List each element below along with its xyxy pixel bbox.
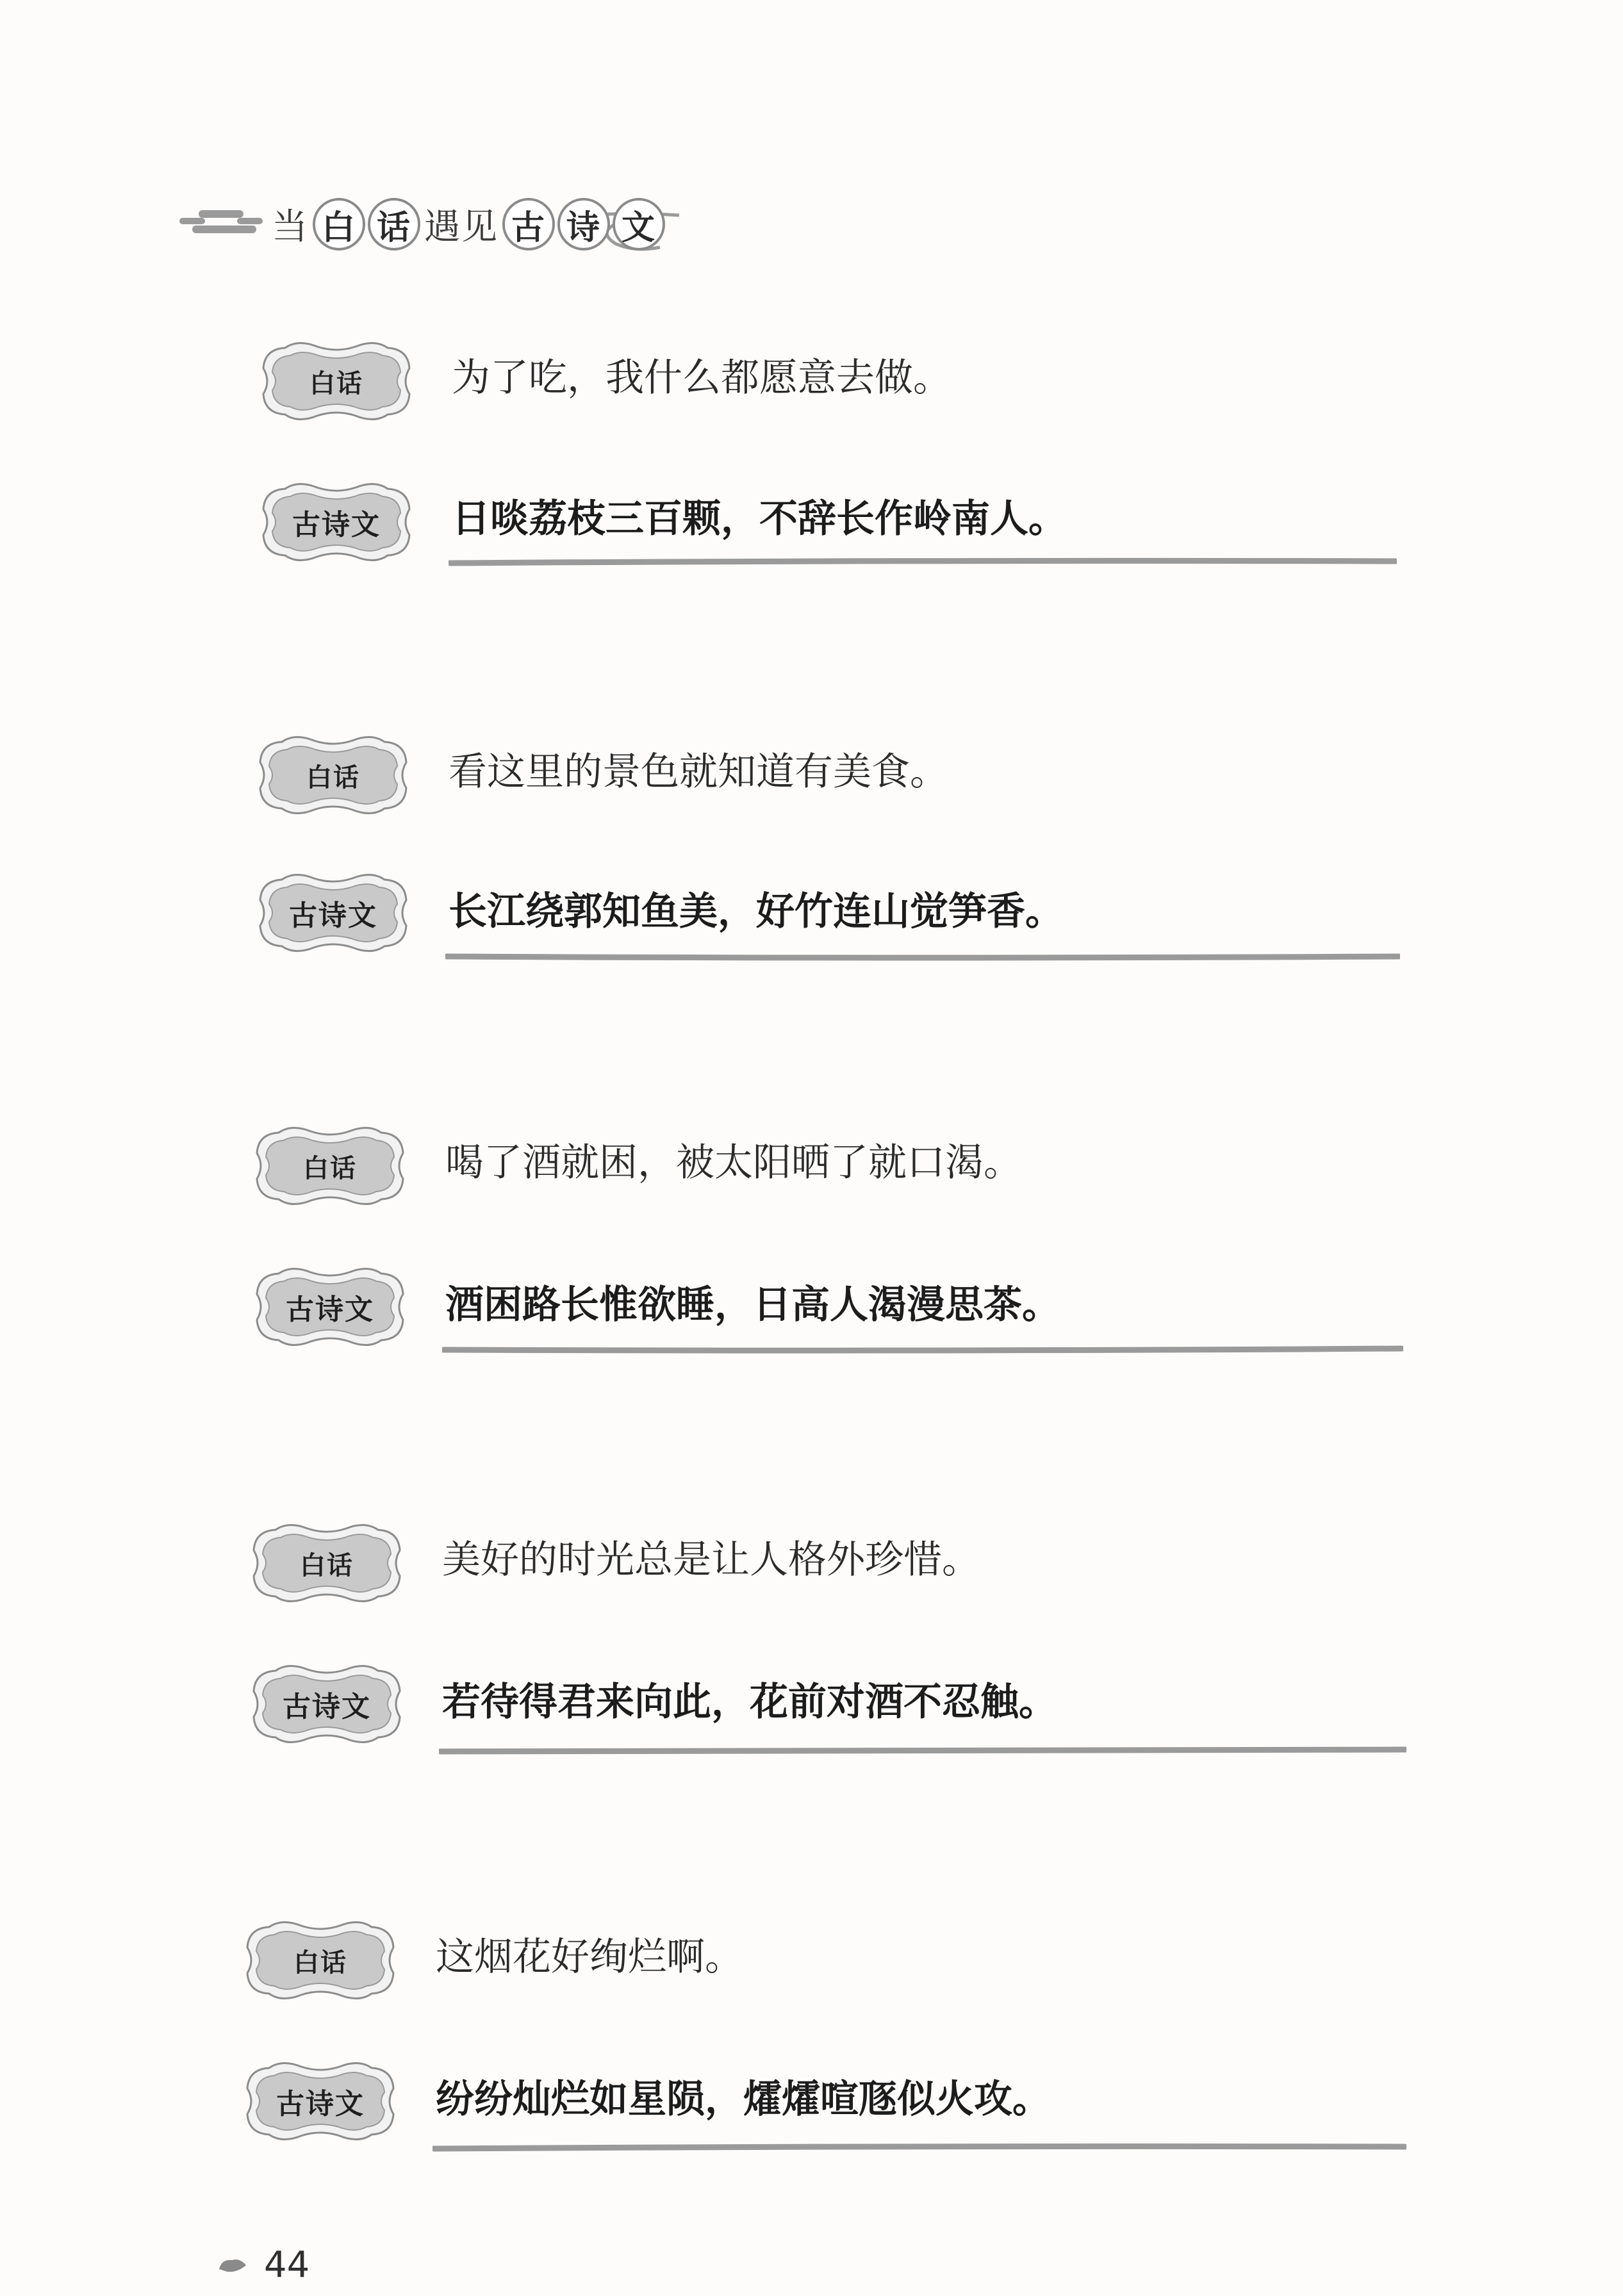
modern-badge (256, 730, 410, 820)
page-footer (218, 2242, 309, 2287)
classic-badge-label: 古诗文 (276, 2088, 365, 2120)
modern-sentence: 喝了酒就困，被太阳晒了就口渴。 (445, 1140, 1022, 1185)
classic-verse: 日啖荔枝三百颗，不辞长作岭南人。 (452, 496, 1067, 541)
modern-badge-label: 白话 (303, 1153, 357, 1183)
modern-badge-label: 白话 (300, 1550, 354, 1580)
modern-badge (253, 1121, 407, 1211)
modern-badge (243, 1915, 397, 2005)
header-char-gu: 古 (502, 198, 555, 250)
running-header (173, 186, 698, 263)
modern-badge (260, 336, 413, 426)
classic-badge (243, 2056, 397, 2146)
header-char-bai: 白 (313, 198, 365, 250)
modern-badge-label: 白话 (309, 368, 363, 398)
header-char-hua: 话 (368, 198, 420, 250)
verse-underline (445, 953, 1400, 962)
classic-badge (253, 1262, 407, 1352)
modern-sentence: 美好的时光总是让人格外珍惜。 (442, 1538, 980, 1582)
header-char-wen: 文 (613, 198, 665, 250)
modern-sentence: 看这里的景色就知道有美食。 (449, 750, 948, 794)
modern-badge (250, 1518, 404, 1608)
pair-block (0, 1111, 1623, 1406)
verse-underline (439, 1746, 1406, 1755)
pair-block (0, 721, 1623, 1015)
header-prefix: 当 (272, 206, 309, 248)
classic-badge (260, 477, 413, 567)
pair-block (0, 1906, 1623, 2201)
classic-verse: 长江绕郭知鱼美，好竹连山觉笋香。 (449, 889, 1064, 934)
page-number: 44 (264, 2243, 310, 2286)
header-middle: 遇见 (424, 206, 498, 248)
pair-block (0, 1509, 1623, 1803)
classic-badge-label: 古诗文 (292, 509, 381, 541)
modern-badge-label: 白话 (306, 762, 360, 792)
classic-badge-label: 古诗文 (289, 899, 377, 932)
modern-sentence: 这烟花好绚烂啊。 (436, 1935, 743, 1980)
verse-underline (433, 2143, 1406, 2152)
classic-badge (256, 868, 410, 958)
pair-block (0, 327, 1623, 621)
classic-verse: 若待得君来向此，花前对酒不忍触。 (442, 1680, 1057, 1725)
classic-badge-label: 古诗文 (286, 1293, 374, 1326)
classic-verse: 酒困路长惟欲睡，日高人渴漫思茶。 (445, 1283, 1060, 1327)
header-title (269, 197, 666, 251)
header-char-shi: 诗 (557, 198, 610, 250)
verse-underline (442, 1345, 1403, 1354)
folio-ornament-icon (218, 2255, 247, 2274)
classic-verse: 纷纷灿烂如星陨，㸌㸌喧豗似火攻。 (436, 2077, 1051, 2122)
classic-badge (250, 1659, 404, 1749)
modern-sentence: 为了吃，我什么都愿意去做。 (452, 356, 952, 400)
verse-underline (449, 557, 1397, 566)
modern-badge-label: 白话 (293, 1948, 347, 1978)
classic-badge-label: 古诗文 (283, 1691, 371, 1723)
